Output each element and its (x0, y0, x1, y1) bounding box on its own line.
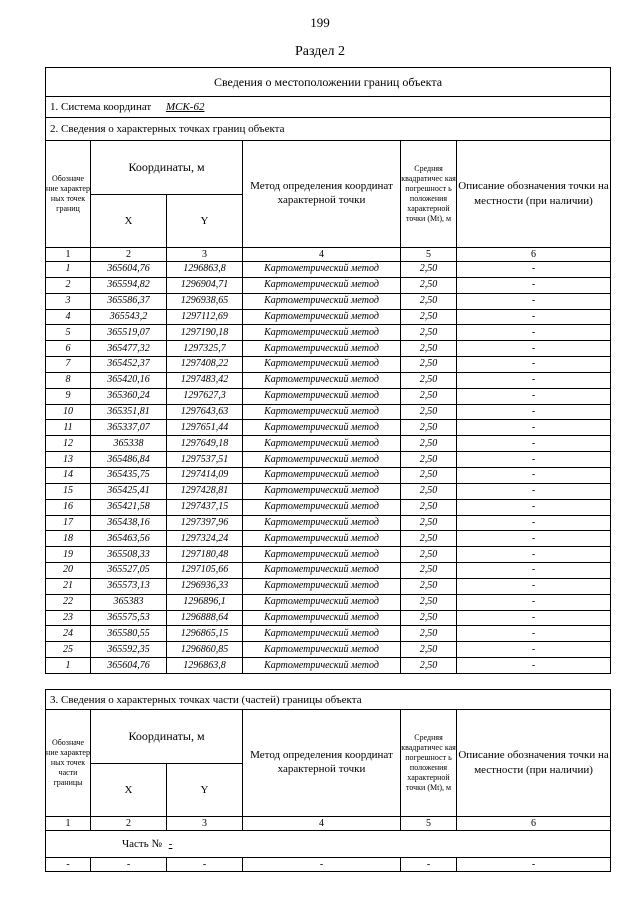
column-number: 3 (167, 248, 243, 262)
x-coordinate-cell: 365573,13 (91, 578, 167, 594)
point-number-cell: 16 (46, 499, 91, 515)
column-number: 5 (401, 248, 457, 262)
table-row (46, 626, 611, 642)
method-cell: Картометрический метод (243, 420, 401, 436)
table-row (46, 309, 611, 325)
method-cell: Картометрический метод (243, 610, 401, 626)
header-description: Описание обозначения точки на местности (при наличии) (457, 141, 611, 248)
accuracy-cell: 2,50 (401, 483, 457, 499)
description-cell: - (457, 642, 611, 658)
column-number: 6 (457, 817, 611, 831)
part-points-table (45, 689, 611, 872)
table-row (46, 357, 611, 373)
table-row (46, 262, 611, 278)
table-row (46, 515, 611, 531)
part-cell: - (46, 858, 91, 872)
method-cell: Картометрический метод (243, 341, 401, 357)
point-number-cell: 23 (46, 610, 91, 626)
column-number: 5 (401, 817, 457, 831)
y-coordinate-cell: 1297428,81 (167, 483, 243, 499)
column-number: 4 (243, 817, 401, 831)
table-row (46, 658, 611, 674)
y-coordinate-cell: 1296938,65 (167, 293, 243, 309)
description-cell: - (457, 372, 611, 388)
point-number-cell: 24 (46, 626, 91, 642)
description-cell: - (457, 499, 611, 515)
table-row (46, 483, 611, 499)
y-coordinate-cell: 1296863,8 (167, 262, 243, 278)
y-coordinate-cell: 1296896,1 (167, 594, 243, 610)
method-cell: Картометрический метод (243, 594, 401, 610)
table-row (46, 594, 611, 610)
header-point-label: Обозначе ние характер ных точек границ (46, 141, 91, 248)
x-coordinate-cell: 365438,16 (91, 515, 167, 531)
header-coordinates: Координаты, м (91, 710, 243, 764)
description-cell: - (457, 658, 611, 674)
method-cell: Картометрический метод (243, 293, 401, 309)
column-number: 6 (457, 248, 611, 262)
accuracy-cell: 2,50 (401, 341, 457, 357)
accuracy-cell: 2,50 (401, 452, 457, 468)
point-number-cell: 9 (46, 388, 91, 404)
point-number-cell: 17 (46, 515, 91, 531)
x-coordinate-cell: 365463,56 (91, 531, 167, 547)
description-cell: - (457, 515, 611, 531)
part-cell: - (167, 858, 243, 872)
table-row (46, 467, 611, 483)
method-cell: Картометрический метод (243, 452, 401, 468)
part-number-row (46, 831, 611, 858)
method-cell: Картометрический метод (243, 277, 401, 293)
part-cell: - (457, 858, 611, 872)
x-coordinate-cell: 365351,81 (91, 404, 167, 420)
y-coordinate-cell: 1297537,51 (167, 452, 243, 468)
method-cell: Картометрический метод (243, 483, 401, 499)
column-number-row (46, 248, 611, 262)
part-empty-row (46, 858, 611, 872)
table-row (46, 531, 611, 547)
accuracy-cell: 2,50 (401, 499, 457, 515)
part-number: - (168, 838, 173, 850)
x-coordinate-cell: 365543,2 (91, 309, 167, 325)
accuracy-cell: 2,50 (401, 277, 457, 293)
accuracy-cell: 2,50 (401, 309, 457, 325)
accuracy-cell: 2,50 (401, 626, 457, 642)
x-coordinate-cell: 365519,07 (91, 325, 167, 341)
accuracy-cell: 2,50 (401, 436, 457, 452)
x-coordinate-cell: 365604,76 (91, 658, 167, 674)
method-cell: Картометрический метод (243, 309, 401, 325)
column-number: 3 (167, 817, 243, 831)
y-coordinate-cell: 1297649,18 (167, 436, 243, 452)
table-row (46, 372, 611, 388)
column-number: 1 (46, 817, 91, 831)
y-coordinate-cell: 1297105,66 (167, 563, 243, 579)
accuracy-cell: 2,50 (401, 262, 457, 278)
y-coordinate-cell: 1297324,24 (167, 531, 243, 547)
column-number: 4 (243, 248, 401, 262)
description-cell: - (457, 578, 611, 594)
accuracy-cell: 2,50 (401, 357, 457, 373)
description-cell: - (457, 452, 611, 468)
table-row (46, 277, 611, 293)
y-coordinate-cell: 1297627,3 (167, 388, 243, 404)
accuracy-cell: 2,50 (401, 420, 457, 436)
method-cell: Картометрический метод (243, 499, 401, 515)
description-cell: - (457, 325, 611, 341)
x-coordinate-cell: 365604,76 (91, 262, 167, 278)
table-row (46, 325, 611, 341)
coordinate-system-row (46, 97, 611, 118)
description-cell: - (457, 293, 611, 309)
table-row (46, 563, 611, 579)
header-description: Описание обозначения точки на местности (при наличии) (457, 710, 611, 817)
y-coordinate-cell: 1297112,69 (167, 309, 243, 325)
y-coordinate-cell: 1297190,18 (167, 325, 243, 341)
method-cell: Картометрический метод (243, 357, 401, 373)
x-coordinate-cell: 365486,84 (91, 452, 167, 468)
points-section-title: 2. Сведения о характерных точках границ объекта (46, 118, 611, 141)
x-coordinate-cell: 365425,41 (91, 483, 167, 499)
point-number-cell: 18 (46, 531, 91, 547)
header-method: Метод определения координат характерной точки (243, 141, 401, 248)
x-coordinate-cell: 365527,05 (91, 563, 167, 579)
description-cell: - (457, 594, 611, 610)
x-coordinate-cell: 365594,82 (91, 277, 167, 293)
accuracy-cell: 2,50 (401, 594, 457, 610)
point-number-cell: 2 (46, 277, 91, 293)
header-x: X (91, 194, 167, 248)
point-number-cell: 11 (46, 420, 91, 436)
section-title: Раздел 2 (294, 44, 346, 59)
accuracy-cell: 2,50 (401, 563, 457, 579)
y-coordinate-cell: 1297397,96 (167, 515, 243, 531)
x-coordinate-cell: 365360,24 (91, 388, 167, 404)
accuracy-cell: 2,50 (401, 531, 457, 547)
x-coordinate-cell: 365452,37 (91, 357, 167, 373)
method-cell: Картометрический метод (243, 547, 401, 563)
table-row (46, 404, 611, 420)
point-number-cell: 3 (46, 293, 91, 309)
point-number-cell: 20 (46, 563, 91, 579)
point-number-cell: 14 (46, 467, 91, 483)
table-row (46, 388, 611, 404)
y-coordinate-cell: 1296863,8 (167, 658, 243, 674)
x-coordinate-cell: 365338 (91, 436, 167, 452)
y-coordinate-cell: 1297651,44 (167, 420, 243, 436)
table-row (46, 452, 611, 468)
accuracy-cell: 2,50 (401, 293, 457, 309)
header-method: Метод определения координат характерной точки (243, 710, 401, 817)
accuracy-cell: 2,50 (401, 610, 457, 626)
y-coordinate-cell: 1297414,09 (167, 467, 243, 483)
point-number-cell: 21 (46, 578, 91, 594)
y-coordinate-cell: 1297643,63 (167, 404, 243, 420)
point-number-cell: 8 (46, 372, 91, 388)
header-accuracy: Средняя квадратичес кая погрешност ь положения характерной точки (Mt), м (401, 710, 457, 817)
table-row (46, 420, 611, 436)
accuracy-cell: 2,50 (401, 388, 457, 404)
method-cell: Картометрический метод (243, 578, 401, 594)
method-cell: Картометрический метод (243, 436, 401, 452)
point-number-cell: 7 (46, 357, 91, 373)
point-number-cell: 10 (46, 404, 91, 420)
y-coordinate-cell: 1296888,64 (167, 610, 243, 626)
method-cell: Картометрический метод (243, 626, 401, 642)
header-coordinates: Координаты, м (91, 141, 243, 195)
coordinate-system-value: МСК-62 (165, 101, 205, 113)
x-coordinate-cell: 365586,37 (91, 293, 167, 309)
coordinate-system-label: 1. Система координат (50, 101, 152, 113)
x-coordinate-cell: 365435,75 (91, 467, 167, 483)
y-coordinate-cell: 1296865,15 (167, 626, 243, 642)
description-cell: - (457, 626, 611, 642)
point-number-cell: 22 (46, 594, 91, 610)
description-cell: - (457, 341, 611, 357)
header-x: X (91, 763, 167, 817)
x-coordinate-cell: 365508,33 (91, 547, 167, 563)
method-cell: Картометрический метод (243, 467, 401, 483)
description-cell: - (457, 467, 611, 483)
description-cell: - (457, 262, 611, 278)
method-cell: Картометрический метод (243, 642, 401, 658)
point-number-cell: 1 (46, 658, 91, 674)
table-row (46, 610, 611, 626)
accuracy-cell: 2,50 (401, 467, 457, 483)
accuracy-cell: 2,50 (401, 325, 457, 341)
description-cell: - (457, 563, 611, 579)
accuracy-cell: 2,50 (401, 658, 457, 674)
part-cell: - (91, 858, 167, 872)
table-row (46, 341, 611, 357)
method-cell: Картометрический метод (243, 388, 401, 404)
description-cell: - (457, 388, 611, 404)
description-cell: - (457, 404, 611, 420)
accuracy-cell: 2,50 (401, 372, 457, 388)
points-body (46, 262, 611, 674)
point-number-cell: 13 (46, 452, 91, 468)
x-coordinate-cell: 365592,35 (91, 642, 167, 658)
boundary-points-table (45, 67, 611, 674)
column-number: 1 (46, 248, 91, 262)
header-accuracy: Средняя квадратичес кая погрешност ь положения характерной точки (Mt), м (401, 141, 457, 248)
accuracy-cell: 2,50 (401, 578, 457, 594)
y-coordinate-cell: 1297408,22 (167, 357, 243, 373)
point-number-cell: 15 (46, 483, 91, 499)
header-y: Y (167, 194, 243, 248)
x-coordinate-cell: 365420,16 (91, 372, 167, 388)
method-cell: Картометрический метод (243, 515, 401, 531)
page-number: 199 (310, 15, 330, 30)
part-cell: - (243, 858, 401, 872)
description-cell: - (457, 531, 611, 547)
x-coordinate-cell: 365580,55 (91, 626, 167, 642)
point-number-cell: 5 (46, 325, 91, 341)
y-coordinate-cell: 1297483,42 (167, 372, 243, 388)
table-row (46, 578, 611, 594)
accuracy-cell: 2,50 (401, 642, 457, 658)
method-cell: Картометрический метод (243, 531, 401, 547)
table-title: Сведения о местоположении границ объекта (46, 68, 611, 97)
x-coordinate-cell: 365477,32 (91, 341, 167, 357)
method-cell: Картометрический метод (243, 563, 401, 579)
method-cell: Картометрический метод (243, 262, 401, 278)
accuracy-cell: 2,50 (401, 515, 457, 531)
description-cell: - (457, 436, 611, 452)
description-cell: - (457, 483, 611, 499)
point-number-cell: 6 (46, 341, 91, 357)
method-cell: Картометрический метод (243, 404, 401, 420)
point-number-cell: 12 (46, 436, 91, 452)
point-number-cell: 25 (46, 642, 91, 658)
method-cell: Картометрический метод (243, 372, 401, 388)
point-number-cell: 4 (46, 309, 91, 325)
y-coordinate-cell: 1297325,7 (167, 341, 243, 357)
column-number: 2 (91, 817, 167, 831)
description-cell: - (457, 547, 611, 563)
column-number-row (46, 817, 611, 831)
y-coordinate-cell: 1296904,71 (167, 277, 243, 293)
description-cell: - (457, 357, 611, 373)
x-coordinate-cell: 365575,53 (91, 610, 167, 626)
description-cell: - (457, 277, 611, 293)
method-cell: Картометрический метод (243, 658, 401, 674)
y-coordinate-cell: 1296860,85 (167, 642, 243, 658)
part-points-section-title: 3. Сведения о характерных точках части (частей) границы объекта (46, 690, 611, 710)
point-number-cell: 1 (46, 262, 91, 278)
header-y: Y (167, 763, 243, 817)
method-cell: Картометрический метод (243, 325, 401, 341)
description-cell: - (457, 610, 611, 626)
y-coordinate-cell: 1297180,48 (167, 547, 243, 563)
point-number-cell: 19 (46, 547, 91, 563)
x-coordinate-cell: 365421,58 (91, 499, 167, 515)
y-coordinate-cell: 1297437,15 (167, 499, 243, 515)
table-row (46, 293, 611, 309)
x-coordinate-cell: 365337,07 (91, 420, 167, 436)
description-cell: - (457, 309, 611, 325)
accuracy-cell: 2,50 (401, 404, 457, 420)
table-row (46, 436, 611, 452)
part-label: Часть № (122, 838, 162, 850)
description-cell: - (457, 420, 611, 436)
table-row (46, 499, 611, 515)
x-coordinate-cell: 365383 (91, 594, 167, 610)
part-cell: - (401, 858, 457, 872)
y-coordinate-cell: 1296936,33 (167, 578, 243, 594)
accuracy-cell: 2,50 (401, 547, 457, 563)
table-row (46, 642, 611, 658)
table-row (46, 547, 611, 563)
header-point-label-part: Обозначе ние характер ных точек части границы (46, 710, 91, 817)
column-number: 2 (91, 248, 167, 262)
